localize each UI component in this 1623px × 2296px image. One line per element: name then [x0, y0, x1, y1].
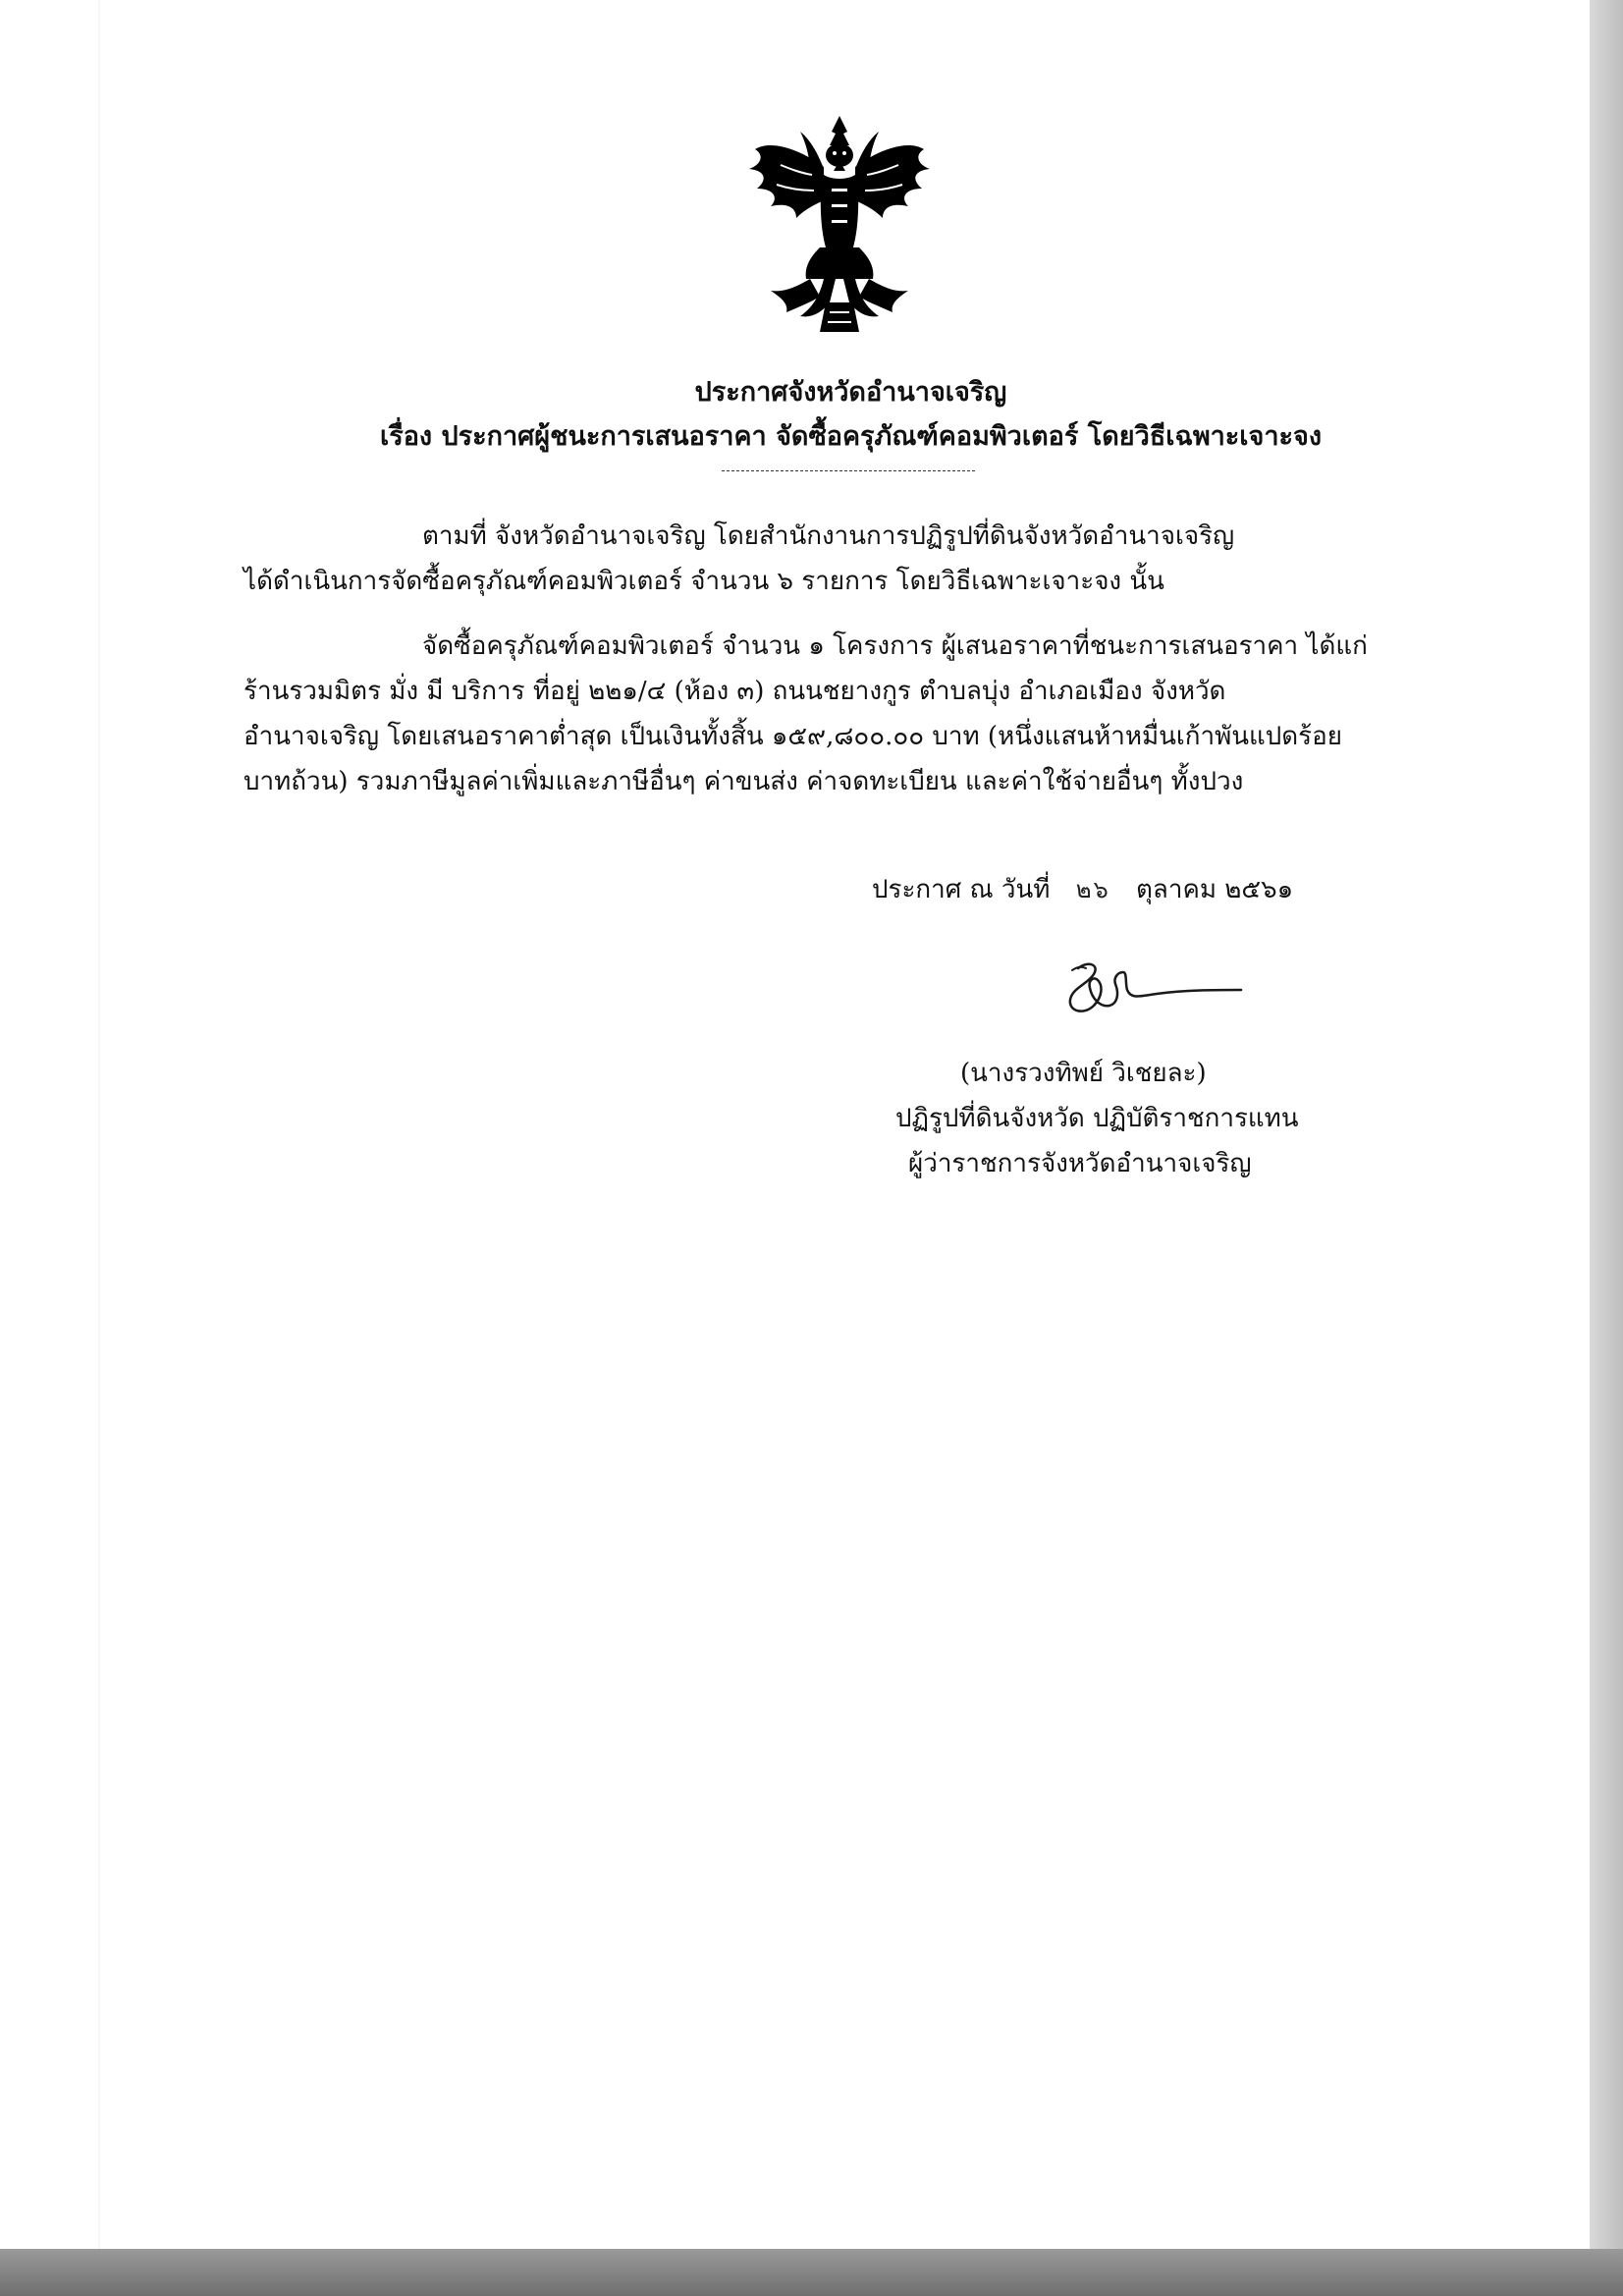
document-title: ประกาศจังหวัดอำนาจเจริญ [694, 377, 1007, 408]
paragraph-1-line-2: ได้ดำเนินการจัดซื้อครุภัณฑ์คอมพิวเตอร์ จำนวน ๖ รายการ โดยวิธีเฉพาะเจาะจง นั้น [243, 567, 1164, 596]
announcement-date [872, 872, 1293, 907]
paragraph-2-line-3: อำนาจเจริญ โดยเสนอราคาต่ำสุด เป็นเงินทั้งสิ้น ๑๕๙,๘๐๐.๐๐ บาท (หนึ่งแสนห้าหมื่นเก้าพันแปดร้อย [243, 722, 1342, 751]
paragraph-2-line-2: ร้านรวมมิตร มั่ง มี บริการ ที่อยู่ ๒๒๑/๔ (ห้อง ๓) ถนนชยางกูร ตำบลบุ่ง อำเภอเมือง จังหวัด [243, 677, 1226, 706]
date-day-handwritten: ๒๖ [1075, 876, 1110, 903]
paragraph-1-line-1: ตามที่ จังหวัดอำนาจเจริญ โดยสำนักงานการปฏิรูปที่ดินจังหวัดอำนาจเจริญ [422, 521, 1235, 551]
date-month-year: ตุลาคม ๒๕๖๑ [1136, 875, 1294, 904]
garuda-emblem-icon [741, 110, 938, 338]
handwritten-signature [1049, 951, 1245, 1029]
document-subject: เรื่อง ประกาศผู้ชนะการเสนอราคา จัดซื้อครุภัณฑ์คอมพิวเตอร์ โดยวิธีเฉพาะเจาะจง [379, 421, 1323, 452]
signer-position-line-1: ปฏิรูปที่ดินจังหวัด ปฏิบัติราชการแทน [895, 1104, 1299, 1133]
scan-shadow [98, 0, 100, 2249]
scan-bottom-edge [0, 2249, 1623, 2296]
paragraph-2-line-1: จัดซื้อครุภัณฑ์คอมพิวเตอร์ จำนวน ๑ โครงการ ผู้เสนอราคาที่ชนะการเสนอราคา ได้แก่ [422, 631, 1368, 661]
date-prefix: ประกาศ ณ วันที่ [872, 875, 1051, 904]
paragraph-2-line-4: บาทถ้วน) รวมภาษีมูลค่าเพิ่มและภาษีอื่นๆ ค่าขนส่ง ค่าจดทะเบียน และค่าใช้จ่ายอื่นๆ ทั้งปวง [243, 767, 1244, 796]
signer-name: (นางรวงทิพย์ วิเชยละ) [960, 1059, 1207, 1088]
title-divider [722, 470, 975, 471]
scan-right-edge [1590, 0, 1623, 2296]
signer-position-line-2: ผู้ว่าราชการจังหวัดอำนาจเจริญ [908, 1149, 1252, 1178]
